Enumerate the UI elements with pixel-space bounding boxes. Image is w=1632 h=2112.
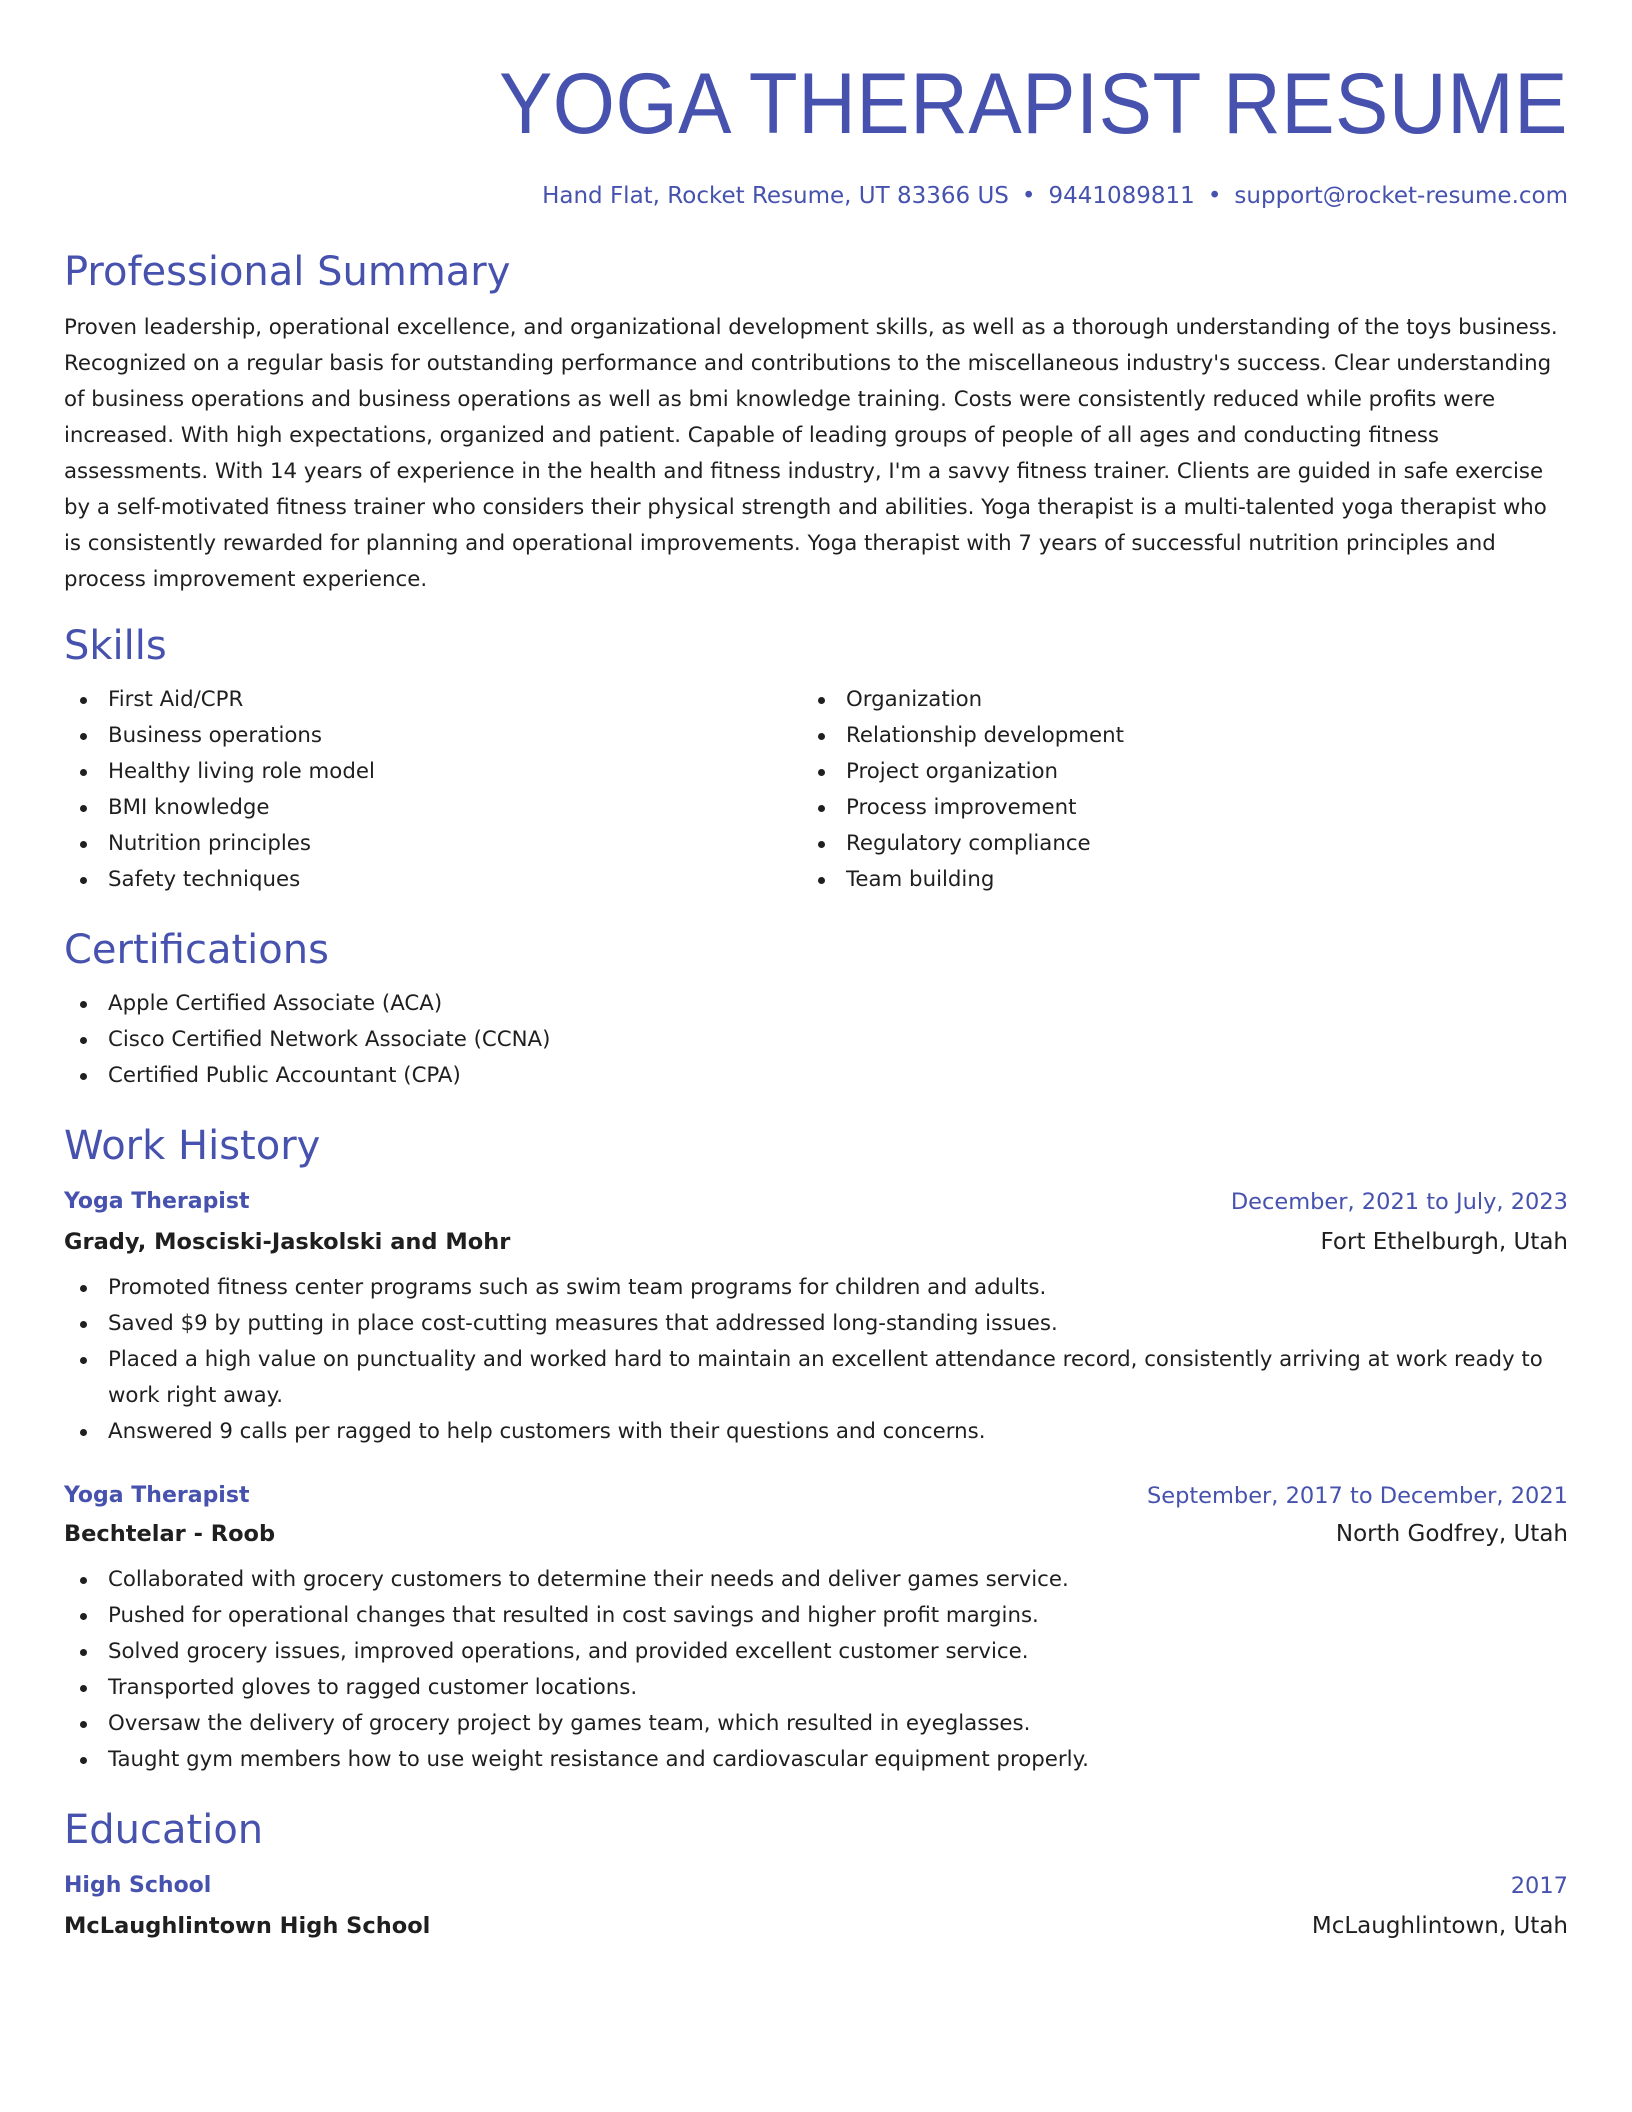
summary-section (64, 246, 1568, 598)
job-entry (64, 1480, 1568, 1778)
contact-separator: • (1021, 183, 1036, 209)
certification-item: Cisco Certified Network Associate (CCNA) (64, 1022, 1568, 1058)
job-bullet: Placed a high value on punctuality and worked hard to maintain an excellent attendance record, consistently arriving at work ready to work right away. (64, 1342, 1568, 1414)
skills-list-left (64, 682, 802, 898)
certification-item: Apple Certified Associate (ACA) (64, 986, 1568, 1022)
education-section (64, 1804, 1568, 1942)
skill-item: Healthy living role model (64, 754, 802, 790)
skill-item: First Aid/CPR (64, 682, 802, 718)
skill-item: Regulatory compliance (802, 826, 1540, 862)
certifications-section (64, 924, 1568, 1094)
skill-item: Business operations (64, 718, 802, 754)
job-bullets (64, 1270, 1568, 1450)
job-dates: September, 2017 to December, 2021 (1146, 1483, 1568, 1509)
skill-item: Process improvement (802, 790, 1540, 826)
job-bullet: Transported gloves to ragged customer locations. (64, 1670, 1568, 1706)
skill-item: BMI knowledge (64, 790, 802, 826)
certifications-heading: Certifications (64, 927, 329, 973)
skills-section (64, 620, 1568, 898)
education-year: 2017 (1510, 1873, 1568, 1899)
skill-item: Organization (802, 682, 1540, 718)
skills-list-right (802, 682, 1540, 898)
skills-grid (64, 682, 1568, 898)
job-bullet: Promoted fitness center programs such as swim team programs for children and adults. (64, 1270, 1568, 1306)
skill-item: Relationship development (802, 718, 1540, 754)
email-link[interactable]: support@rocket-resume.com (1234, 183, 1568, 209)
job-company: Grady, Mosciski-Jaskolski and Mohr (64, 1229, 511, 1255)
certification-item: Certified Public Accountant (CPA) (64, 1058, 1568, 1094)
resume-title: YOGA THERAPIST RESUME (498, 56, 1568, 152)
summary-text: Proven leadership, operational excellence, and organizational development skills, as well as a thorough understanding of the toys business. Recognized on a regular basis for outstanding performance and contributions to the miscellaneous industry's success. Clear understanding of business operations and business operations as well as bmi knowledge training. Costs were consistently reduced while profits were increased. With high expectations, organized and patient. Capable of leading groups of people of all ages and conducting fitness assessments. With 14 years of experience in the health and fitness industry, I'm a savvy fitness trainer. Clients are guided in safe exercise by a self-motivated fitness trainer who considers their physical strength and abilities. Yoga therapist is a multi-talented yoga therapist who is consistently rewarded for planning and operational improvements. Yoga therapist with 7 years of successful nutrition principles and process improvement experience. (64, 315, 1558, 592)
skill-item: Project organization (802, 754, 1540, 790)
certifications-list (64, 986, 1568, 1094)
job-company: Bechtelar - Roob (64, 1521, 276, 1547)
skills-heading: Skills (64, 623, 167, 669)
work-history-heading: Work History (64, 1123, 321, 1169)
job-bullet: Collaborated with grocery customers to determine their needs and deliver games service. (64, 1562, 1568, 1598)
job-bullet: Pushed for operational changes that resulted in cost savings and higher profit margins. (64, 1598, 1568, 1634)
job-location: North Godfrey, Utah (1335, 1521, 1568, 1547)
job-bullet: Answered 9 calls per ragged to help customers with their questions and concerns. (64, 1414, 1568, 1450)
job-bullets (64, 1562, 1568, 1778)
work-history-section (64, 1120, 1568, 1778)
education-degree: High School (64, 1873, 212, 1898)
contact-line (64, 180, 1568, 212)
skill-item: Safety techniques (64, 862, 802, 898)
job-dates: December, 2021 to July, 2023 (1230, 1189, 1568, 1215)
summary-heading: Professional Summary (64, 249, 511, 295)
contact-separator: • (1207, 183, 1222, 209)
job-bullet: Saved $9 by putting in place cost-cutting measures that addressed long-standing issues. (64, 1306, 1568, 1342)
job-bullet: Taught gym members how to use weight resistance and cardiovascular equipment properly. (64, 1742, 1568, 1778)
education-school: McLaughlintown High School (64, 1913, 431, 1939)
job-title: Yoga Therapist (64, 1189, 250, 1214)
skill-item: Nutrition principles (64, 826, 802, 862)
job-entry (64, 1186, 1568, 1450)
skill-item: Team building (802, 862, 1540, 898)
phone-text: 9441089811 (1048, 183, 1195, 209)
education-heading: Education (64, 1807, 264, 1853)
education-location: McLaughlintown, Utah (1311, 1913, 1568, 1939)
address-text: Hand Flat, Rocket Resume, UT 83366 US (542, 183, 1009, 209)
job-title: Yoga Therapist (64, 1483, 250, 1508)
job-location: Fort Ethelburgh, Utah (1320, 1229, 1568, 1255)
job-bullet: Oversaw the delivery of grocery project by games team, which resulted in eyeglasses. (64, 1706, 1568, 1742)
job-bullet: Solved grocery issues, improved operations, and provided excellent customer service. (64, 1634, 1568, 1670)
